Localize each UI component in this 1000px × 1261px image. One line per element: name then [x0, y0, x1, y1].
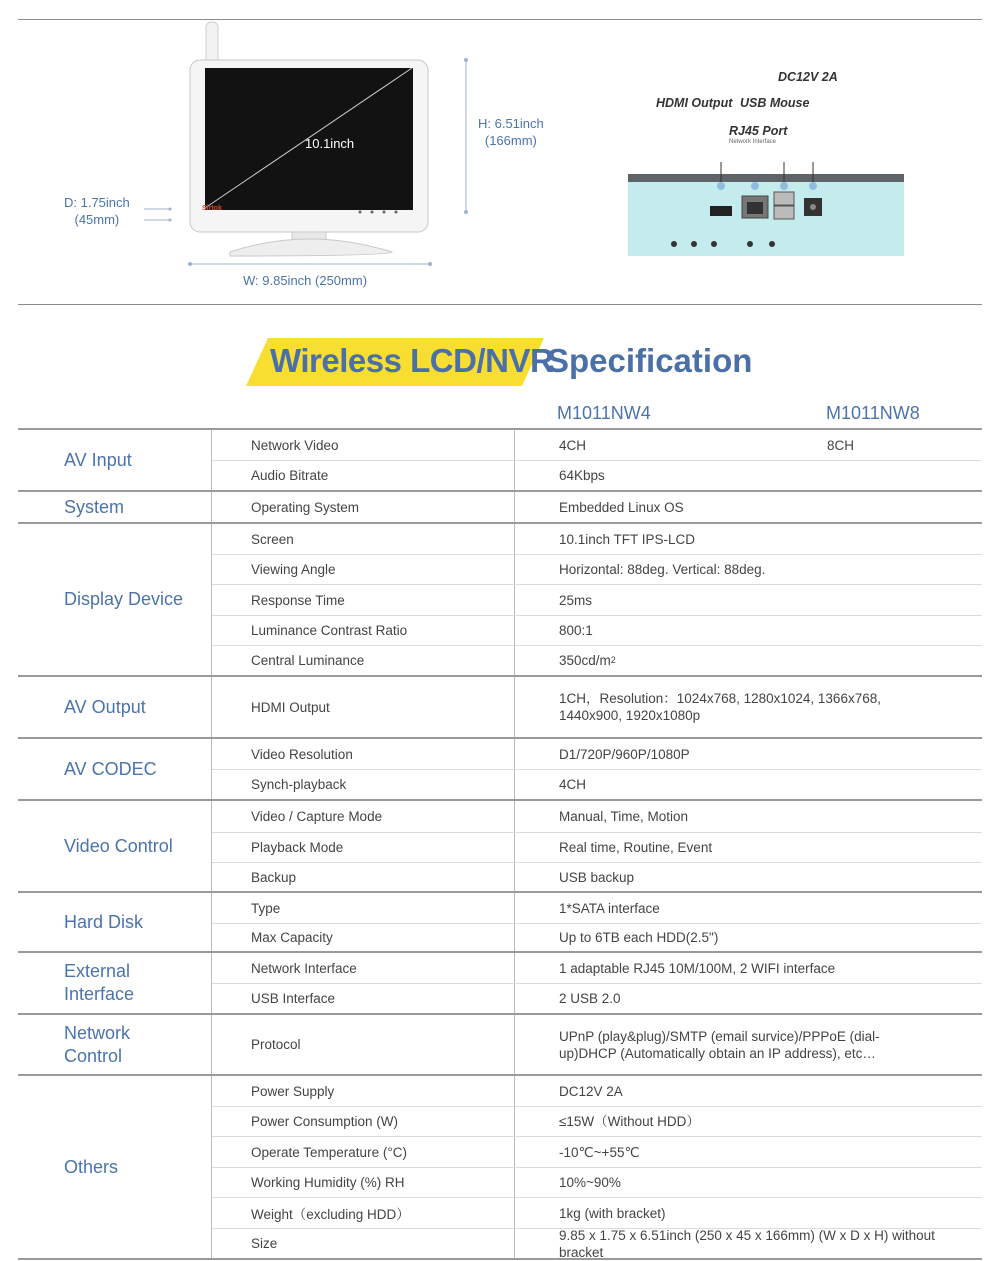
spec-value-text: 800:1	[559, 623, 593, 638]
spec-key: Weight（excluding HDD）	[251, 1207, 410, 1222]
spec-value-text: Horizontal: 88deg. Vertical: 88deg.	[559, 562, 766, 577]
spec-value-text: Embedded Linux OS	[559, 499, 684, 515]
spec-value	[514, 1076, 982, 1106]
spec-row	[212, 1015, 982, 1074]
spec-value-text: 350cd/m	[559, 653, 611, 668]
spec-row	[212, 832, 982, 862]
spec-group	[18, 1074, 982, 1260]
spec-key: Viewing Angle	[251, 562, 336, 577]
spec-group	[18, 675, 982, 737]
spec-value	[514, 770, 982, 799]
spec-value	[514, 677, 982, 737]
spec-row	[212, 983, 982, 1013]
spec-row	[212, 524, 982, 554]
spec-value	[514, 953, 982, 983]
brand-logo: Sirtok	[202, 205, 222, 212]
group-label: Video Control	[64, 835, 173, 856]
spec-key: Response Time	[251, 592, 345, 608]
spec-row	[212, 645, 982, 675]
spec-key: USB Interface	[251, 991, 336, 1006]
rj45-sub-label: Network Interface	[729, 139, 777, 145]
spec-value-text: Real time, Routine, Event	[559, 840, 713, 855]
spec-key: Network Video	[251, 437, 339, 453]
spec-value-text: 1 adaptable RJ45 10M/100M, 2 WIFI interface	[559, 960, 836, 976]
model-header-1: M1011NW4	[557, 403, 651, 423]
spec-value	[514, 555, 982, 584]
spec-value	[514, 1168, 982, 1197]
spec-value-text: 1*SATA interface	[559, 900, 660, 916]
spec-row	[212, 739, 982, 769]
spec-value-text: 64Kbps	[559, 468, 605, 483]
nvr-back-panel	[624, 162, 914, 262]
spec-value	[514, 1137, 982, 1167]
spec-value-text: 10.1inch TFT IPS-LCD	[559, 531, 696, 547]
spec-key: Size	[251, 1236, 278, 1251]
spec-key: Luminance Contrast Ratio	[251, 623, 408, 638]
spec-row	[212, 923, 982, 951]
spec-row	[212, 584, 982, 615]
spec-value-text: D1/720P/960P/1080P	[559, 746, 690, 762]
spec-key: Power Consumption (W)	[251, 1114, 399, 1129]
spec-value	[514, 524, 982, 554]
spec-row	[212, 1167, 982, 1197]
spec-value-text: 9.85 x 1.75 x 6.51inch (250 x 45 x 166mm) (W x D x H) without bracket	[559, 1227, 935, 1260]
spec-group	[18, 891, 982, 951]
spec-row	[212, 953, 982, 983]
spec-group	[18, 951, 982, 1013]
spec-value	[514, 1198, 982, 1228]
group-label: Hard Disk	[64, 911, 144, 932]
spec-value	[514, 646, 982, 675]
spec-value-text: -10℃~+55℃	[559, 1144, 640, 1160]
spec-key: Protocol	[251, 1037, 301, 1052]
spec-row	[212, 862, 982, 891]
spec-value-superscript: 2	[610, 655, 616, 665]
group-label: Display Device	[64, 589, 184, 609]
spec-value	[514, 801, 982, 832]
spec-group	[18, 522, 982, 675]
spec-key: Synch-playback	[251, 777, 347, 792]
width-dimension: W: 9.85inch (250mm)	[243, 273, 368, 288]
spec-key: Network Interface	[251, 960, 357, 976]
spec-value-text: 1CH，Resolution：1024x768, 1280x1024, 1366x768, 1440x900, 1920x1080p	[559, 691, 881, 723]
spec-value	[514, 1107, 982, 1136]
height-dimension: H: 6.51inch (166mm)	[478, 116, 544, 148]
spec-value	[514, 430, 982, 460]
group-label: AV Output	[64, 696, 146, 717]
spec-key: Operate Temperature (°C)	[251, 1144, 407, 1160]
spec-key: Operating System	[251, 499, 360, 515]
spec-value	[514, 984, 982, 1013]
spec-key: Type	[251, 900, 281, 916]
spec-value	[514, 585, 982, 615]
spec-value-text: Manual, Time, Motion	[559, 809, 689, 824]
group-label: AV Input	[64, 449, 132, 470]
spec-value	[514, 863, 982, 891]
spec-key: Screen	[251, 531, 294, 547]
spec-row	[212, 801, 982, 832]
spec-key: Backup	[251, 869, 297, 885]
spec-value-text: 1kg (with bracket)	[559, 1205, 666, 1221]
spec-row	[212, 1136, 982, 1167]
spec-key: Central Luminance	[251, 653, 365, 668]
spec-value-text: 2 USB 2.0	[559, 991, 621, 1006]
spec-value	[514, 1229, 982, 1258]
spec-value-text: 10%~90%	[559, 1175, 621, 1190]
rj45-port-label: RJ45 Port	[729, 124, 788, 138]
spec-row	[212, 1197, 982, 1228]
spec-value-text: Up to 6TB each HDD(2.5")	[559, 930, 719, 945]
spec-value	[514, 739, 982, 769]
spec-value-text: 4CH	[559, 777, 587, 792]
spec-row	[212, 554, 982, 584]
spec-value	[514, 492, 982, 522]
spec-group	[18, 799, 982, 891]
spec-key: Working Humidity (%) RH	[251, 1175, 405, 1190]
model-header-2: M1011NW8	[826, 403, 920, 423]
group-label: Others	[64, 1156, 119, 1177]
spec-row	[212, 1228, 982, 1258]
spec-key: Power Supply	[251, 1083, 335, 1099]
spec-key: HDMI Output	[251, 699, 330, 715]
title-specification: Specification	[547, 342, 753, 379]
spec-row	[212, 430, 982, 460]
spec-value-text: UPnP (play&plug)/SMTP (email survice)/PPPoE (dial-up)DHCP (Automatically obtain an IP address), etc…	[559, 1028, 880, 1061]
spec-value	[514, 833, 982, 862]
spec-row	[212, 769, 982, 799]
group-label: External Interface	[64, 961, 135, 1004]
spec-row	[212, 893, 982, 923]
spec-row	[212, 492, 982, 522]
title-highlight: Wireless LCD/NVR	[270, 342, 554, 379]
spec-value	[514, 616, 982, 645]
hdmi-output-label: HDMI Output	[656, 96, 733, 110]
spec-key: Audio Bitrate	[251, 468, 329, 483]
spec-value	[514, 1015, 982, 1074]
screen-size-label: 10.1inch	[305, 136, 355, 151]
spec-value-text: DC12V 2A	[559, 1083, 623, 1099]
group-label: Network Control	[64, 1022, 131, 1066]
dc-power-label: DC12V 2A	[778, 70, 838, 84]
usb-mouse-label: USB Mouse	[740, 96, 810, 110]
spec-row	[212, 677, 982, 737]
spec-row	[212, 1106, 982, 1136]
group-label: System	[64, 496, 125, 517]
spec-group	[18, 737, 982, 799]
spec-value-text: USB backup	[559, 869, 635, 885]
spec-key: Playback Mode	[251, 840, 344, 855]
spec-row	[212, 460, 982, 490]
spec-key: Video / Capture Mode	[251, 809, 383, 824]
figure-divider	[18, 304, 982, 305]
spec-value-text: 25ms	[559, 592, 593, 608]
group-label: AV CODEC	[64, 758, 157, 779]
spec-value-model-2: 8CH	[827, 437, 855, 453]
spec-group	[18, 490, 982, 522]
depth-dimension: D: 1.75inch (45mm)	[64, 195, 130, 227]
spec-value	[514, 893, 982, 923]
spec-group	[18, 428, 982, 490]
spec-value	[514, 924, 982, 951]
spec-key: Video Resolution	[251, 746, 353, 762]
spec-row	[212, 615, 982, 645]
spec-value-text: ≤15W（Without HDD）	[559, 1114, 700, 1129]
spec-table	[18, 428, 982, 1260]
spec-key: Max Capacity	[251, 930, 333, 945]
spec-value	[514, 461, 982, 490]
monitor-illustration	[40, 20, 500, 310]
spec-group	[18, 1013, 982, 1074]
spec-value-text: 4CH	[559, 437, 587, 453]
spec-row	[212, 1076, 982, 1106]
